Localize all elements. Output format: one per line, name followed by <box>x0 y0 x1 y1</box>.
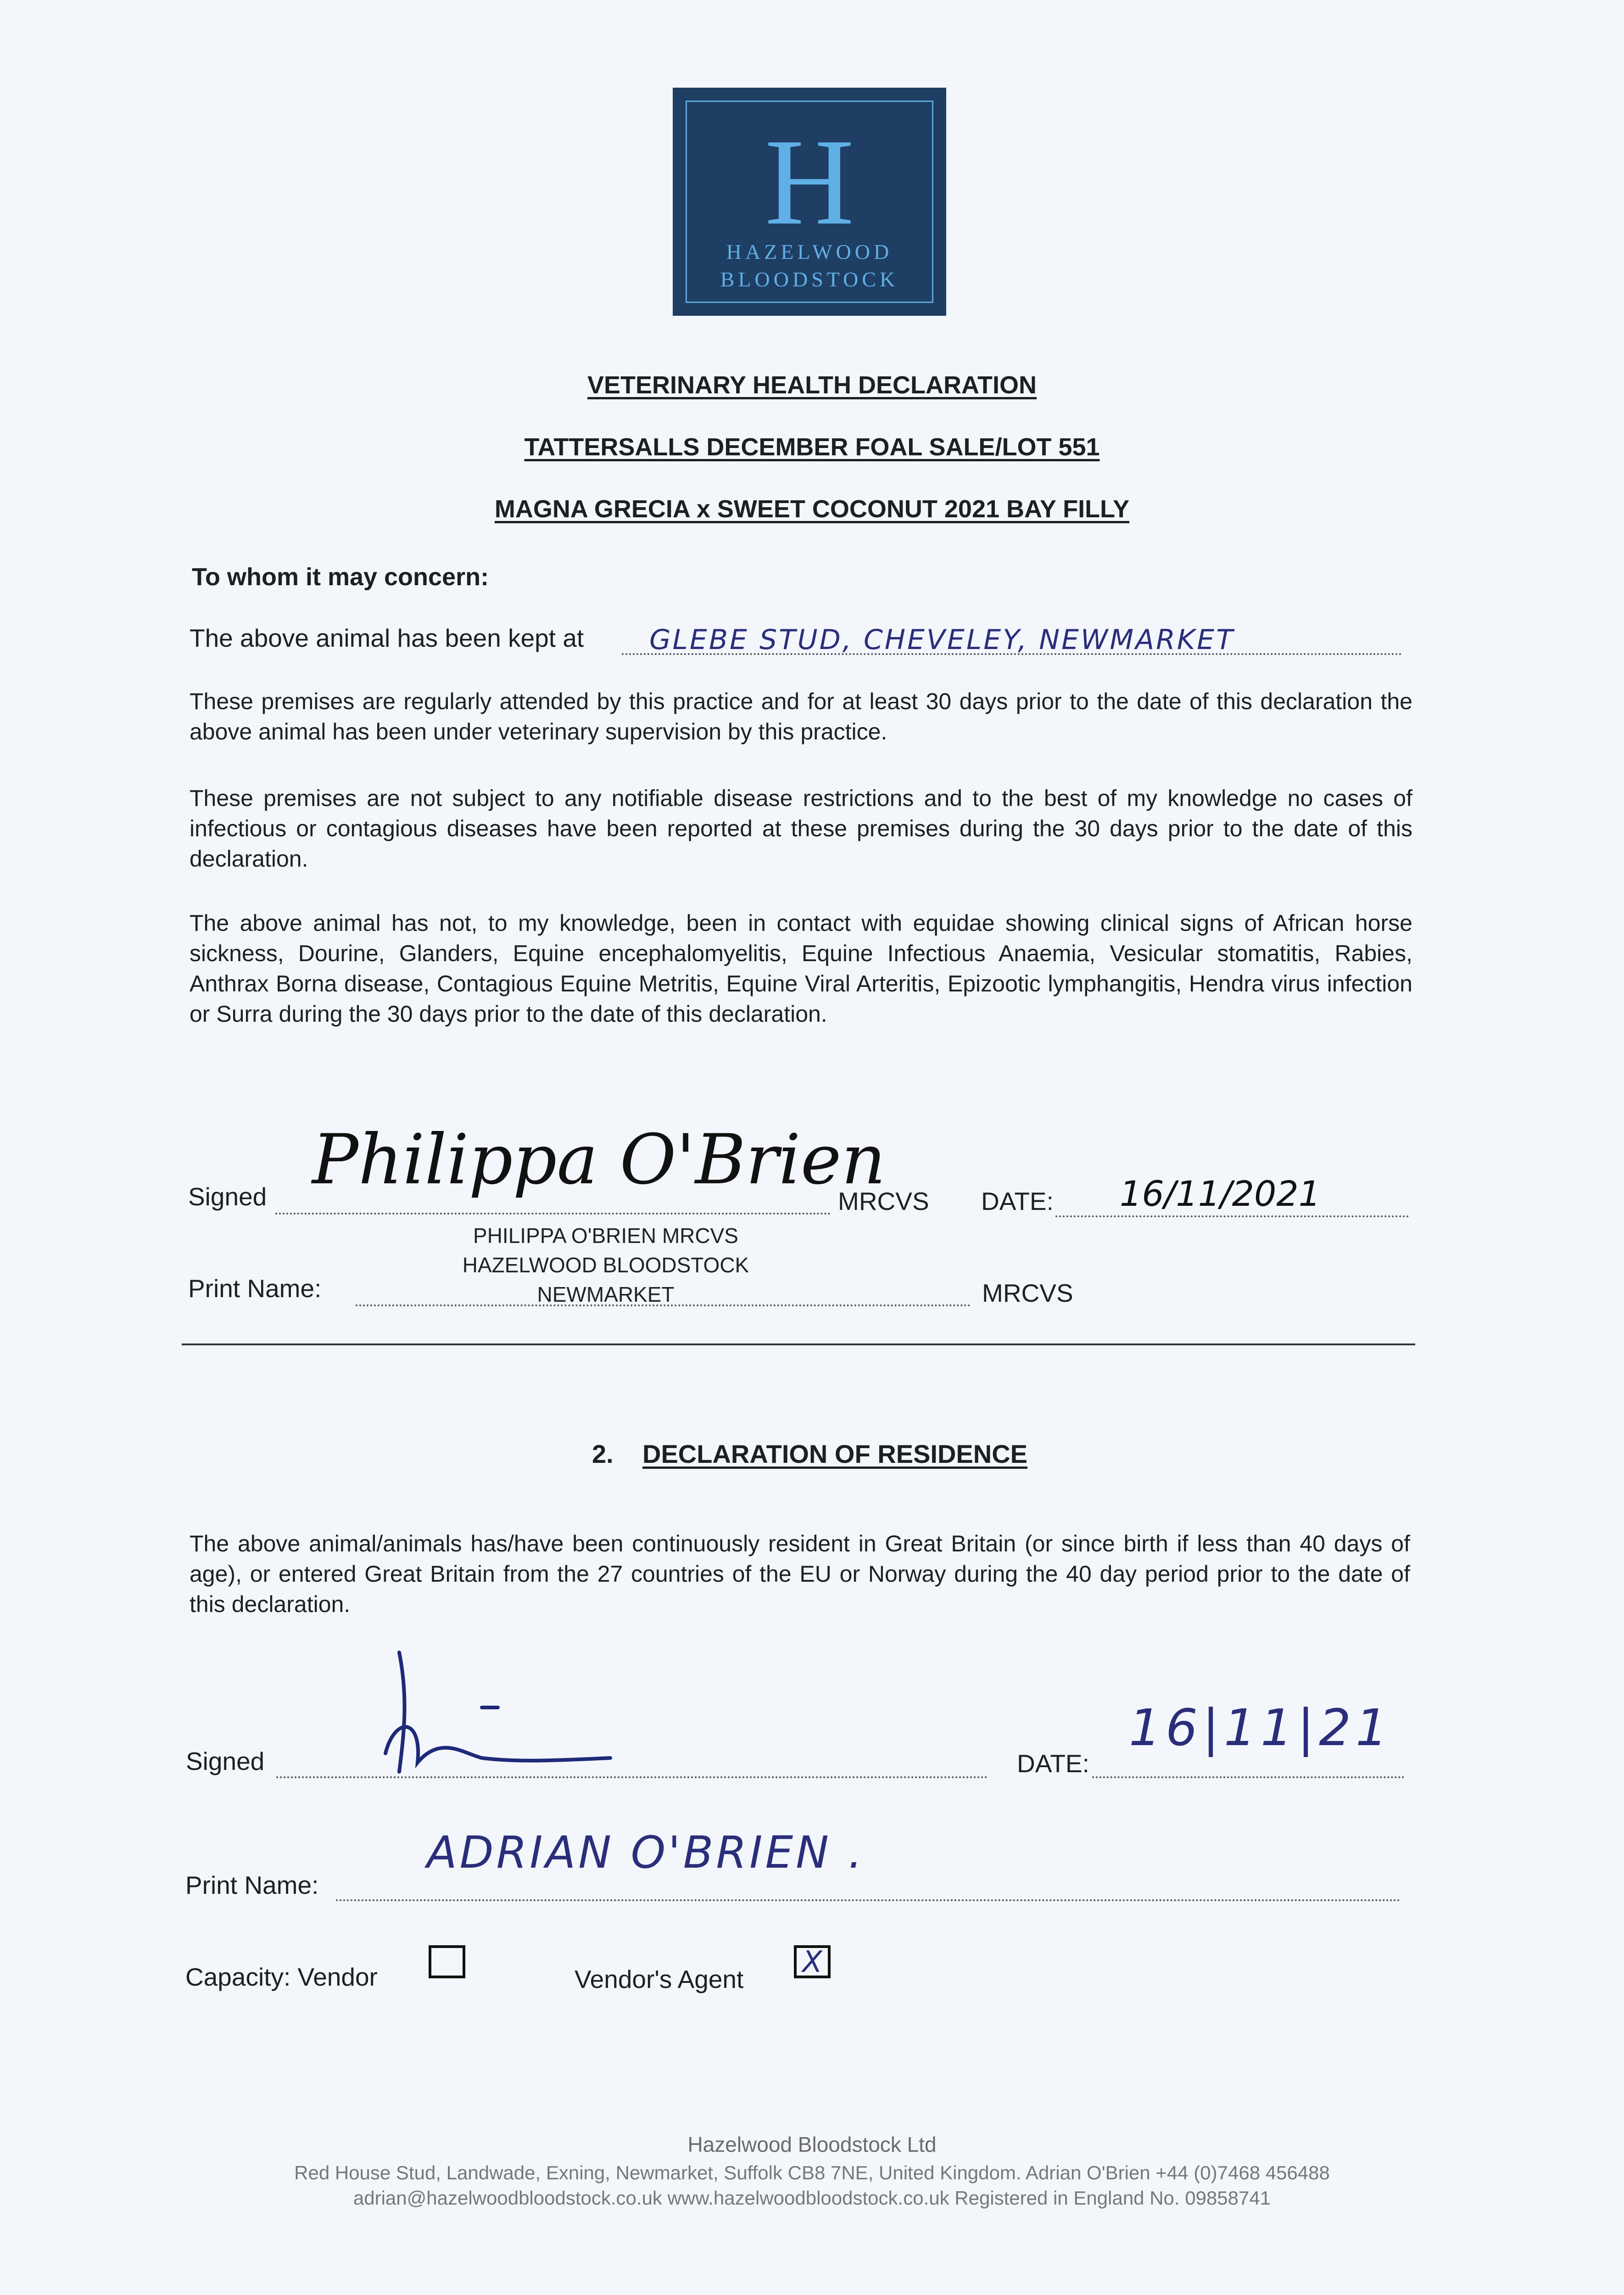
horse-heading: MAGNA GRECIA x SWEET COCONUT 2021 BAY FILLY <box>494 495 1130 523</box>
company-logo <box>673 88 946 316</box>
kept-at-value: GLEBE STUD, CHEVELEY, NEWMARKET <box>649 624 1235 656</box>
residence-number: 2. <box>592 1439 614 1468</box>
vet-date-label: DATE: <box>981 1187 1054 1215</box>
agent-check-mark: X <box>802 1945 822 1979</box>
vet-stamp <box>436 1221 776 1309</box>
residence-print-name-label: Print Name: <box>185 1871 319 1899</box>
agent-signature-mark <box>367 1643 624 1781</box>
footer-contact: adrian@hazelwoodbloodstock.co.uk www.hazelwoodbloodstock.co.uk Registered in England No. 09858741 <box>353 2187 1271 2209</box>
logo-letter: H <box>765 113 854 251</box>
footer-company: Hazelwood Bloodstock Ltd <box>687 2133 937 2156</box>
stamp-line-2: HAZELWOOD BLOODSTOCK <box>462 1253 749 1277</box>
vet-mrcvs-label-2: MRCVS <box>982 1279 1073 1307</box>
vet-mrcvs-label: MRCVS <box>838 1187 929 1215</box>
residence-text: The above animal/animals has/have been continuously resident in Great Britain (or since birth if less than 40 days of age), or entered Great Britain from the 27 countries of the EU or Norway during the 40 day period prior to the date of this declaration. <box>190 1531 1410 1617</box>
logo-line-2: BLOODSTOCK <box>720 268 899 291</box>
salutation: To whom it may concern: <box>192 563 489 591</box>
stamp-line-3: NEWMARKET <box>537 1282 675 1306</box>
paragraph-supervision: These premises are regularly attended by this practice and for at least 30 days prior to the date of this declaration the above animal has been under veterinary supervision by this practice. <box>190 688 1412 744</box>
vet-signature: Philippa O'Brien <box>312 1120 886 1200</box>
residence-date-value: 16|11|21 <box>1129 1698 1393 1757</box>
vet-signed-label: Signed <box>188 1182 267 1211</box>
stamp-line-1: PHILIPPA O'BRIEN MRCVS <box>473 1224 738 1248</box>
paragraph-diseases: The above animal has not, to my knowledge, been in contact with equidae showing clinical signs of African horse sickness, Dourine, Glanders, Equine encephalomyelitis, Equine Infectious Anaemia, Vesicular stomatitis, Rabies, Anthrax Borna disease, Contagious Equine Metritis, Equine Viral Arteritis, Epizootic lymphangitis, Hendra virus infection or Surra during the 30 days prior to the date of this declaration. <box>190 910 1412 1027</box>
sale-heading: TATTERSALLS DECEMBER FOAL SALE/LOT 551 <box>524 433 1100 461</box>
vet-print-name-label: Print Name: <box>188 1274 322 1303</box>
paragraph-restrictions: These premises are not subject to any notifiable disease restrictions and to the best of my knowledge no cases of infectious or contagious diseases have been reported at these premises during the 30 days prior to the date of this declaration. <box>190 785 1412 872</box>
vendor-checkbox[interactable] <box>429 1945 465 1978</box>
residence-print-name-value: ADRIAN O'BRIEN . <box>427 1827 865 1878</box>
residence-title: DECLARATION OF RESIDENCE <box>642 1439 1027 1468</box>
footer-address: Red House Stud, Landwade, Exning, Newmarket, Suffolk CB8 7NE, United Kingdom. Adrian O'Brien +44 (0)7468 456488 <box>294 2162 1330 2183</box>
vet-date-value: 16/11/2021 <box>1120 1173 1321 1214</box>
capacity-vendor-label: Capacity: Vendor <box>185 1963 378 1991</box>
residence-signed-label: Signed <box>186 1747 265 1775</box>
residence-print-name-line <box>336 1876 1401 1901</box>
section-divider <box>182 1343 1415 1345</box>
logo-frame <box>686 101 933 303</box>
residence-date-line <box>1092 1753 1404 1778</box>
vendors-agent-checkbox[interactable] <box>794 1945 831 1978</box>
kept-at-line <box>622 624 1402 656</box>
logo-line-1: HAZELWOOD <box>726 240 893 263</box>
document-title: VETERINARY HEALTH DECLARATION <box>587 371 1037 399</box>
residence-date-label: DATE: <box>1017 1749 1089 1778</box>
kept-at-label: The above animal has been kept at <box>190 624 584 652</box>
vendors-agent-label: Vendor's Agent <box>575 1965 744 1993</box>
